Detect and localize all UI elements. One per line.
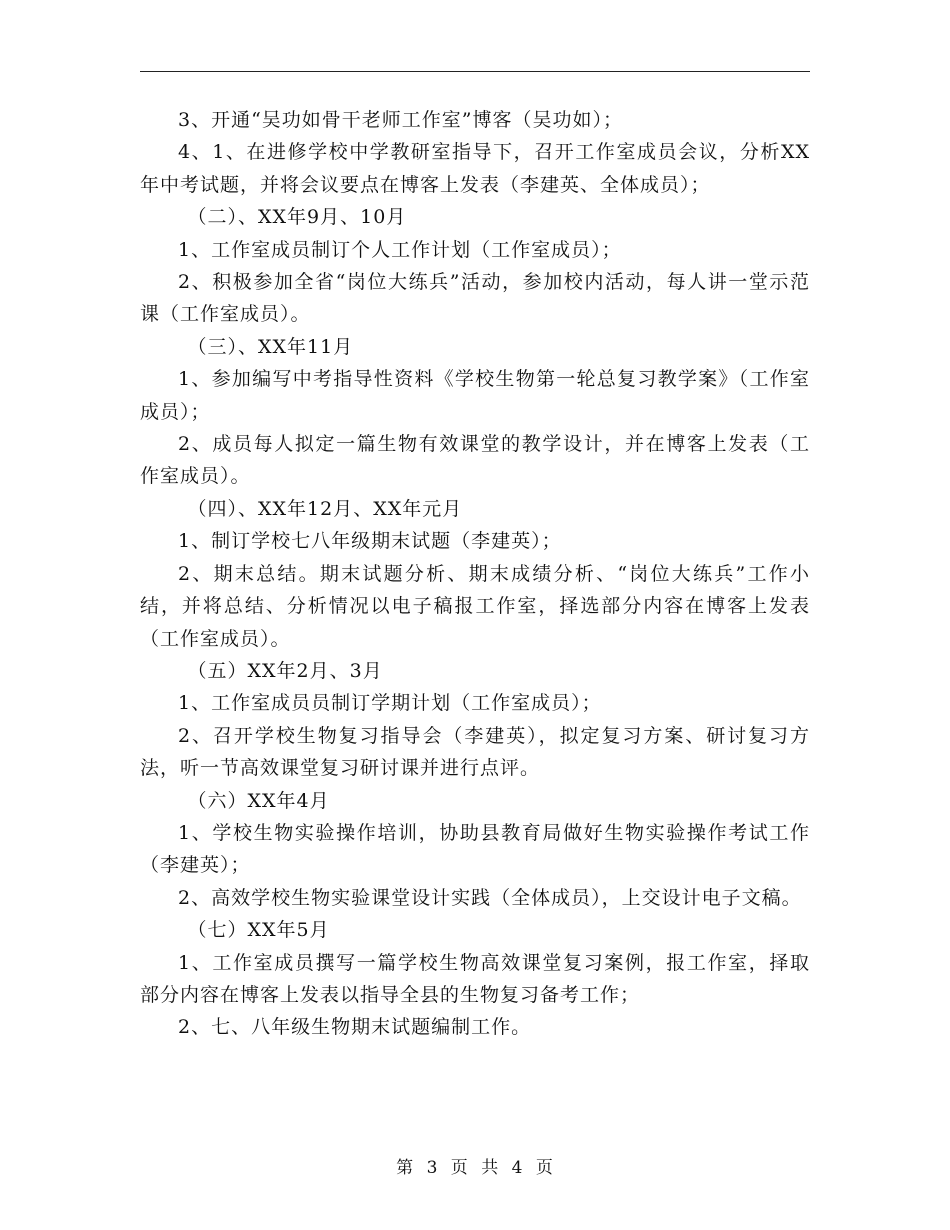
- page-footer: [0, 1153, 950, 1178]
- paragraph-20: 2、七、八年级生物期末试题编制工作。: [178, 1016, 532, 1039]
- paragraph-8: 2、成员每人拟定一篇生物有效课堂的教学设计，并在博客上发表（工作室成员）。: [140, 433, 810, 488]
- footer-prefix: 第: [396, 1158, 415, 1178]
- section-heading-7: （七）XX年5月: [187, 919, 330, 942]
- paragraph-7: 1、参加编写中考指导性资料《学校生物第一轮总复习教学案》（工作室成员）；: [140, 368, 810, 423]
- paragraph-17: 2、高效学校生物实验课堂设计实践（全体成员），上交设计电子文稿。: [178, 886, 802, 909]
- section-heading-6: （六）XX年4月: [187, 789, 330, 812]
- footer-total-pages: 4: [511, 1158, 524, 1178]
- paragraph-19: 1、工作室成员撰写一篇学校生物高效课堂复习案例，报工作室，择取部分内容在博客上发表以指导全县的生物复习备考工作；: [140, 951, 810, 1006]
- footer-middle-1: 页: [450, 1158, 469, 1178]
- section-heading-5: （五）XX年2月、3月: [187, 659, 383, 682]
- paragraph-14: 2、召开学校生物复习指导会（李建英），拟定复习方案、研讨复习方法，听一节高效课堂复习研讨课并进行点评。: [140, 724, 810, 780]
- footer-middle-2: 共: [481, 1158, 500, 1178]
- section-heading-2: （二）、XX年9月、10月: [187, 206, 407, 229]
- header-rule: [140, 71, 810, 72]
- paragraph-16: 1、学校生物实验操作培训，协助县教育局做好生物实验操作考试工作（李建英）；: [140, 821, 810, 877]
- paragraph-10: 1、制订学校七八年级期末试题（李建英）；: [178, 530, 562, 553]
- paragraph-2: 4、1、在进修学校中学教研室指导下，召开工作室成员会议，分析XX年中考试题，并将会议要点在博客上发表（李建英、全体成员）；: [140, 141, 810, 196]
- footer-suffix: 页: [535, 1158, 554, 1178]
- section-heading-4: （四）、XX年12月、XX年元月: [187, 497, 463, 520]
- paragraph-11: 2、期末总结。期末试题分析、期末成绩分析、“岗位大练兵”工作小结，并将总结、分析情况以电子稿报工作室，择选部分内容在博客上发表（工作室成员）。: [140, 562, 810, 650]
- paragraph-4: 1、工作室成员制订个人工作计划（工作室成员）；: [178, 238, 622, 261]
- footer-page-number: 3: [426, 1158, 439, 1178]
- paragraph-1: 3、开通“吴功如骨干老师工作室”博客（吴功如）；: [178, 109, 624, 131]
- section-heading-3: （三）、XX年11月: [187, 335, 354, 358]
- paragraph-5: 2、积极参加全省“岗位大练兵”活动，参加校内活动，每人讲一堂示范课（工作室成员）。: [140, 271, 810, 326]
- paragraph-13: 1、工作室成员员制订学期计划（工作室成员）；: [178, 692, 602, 715]
- document-body: [140, 104, 810, 1044]
